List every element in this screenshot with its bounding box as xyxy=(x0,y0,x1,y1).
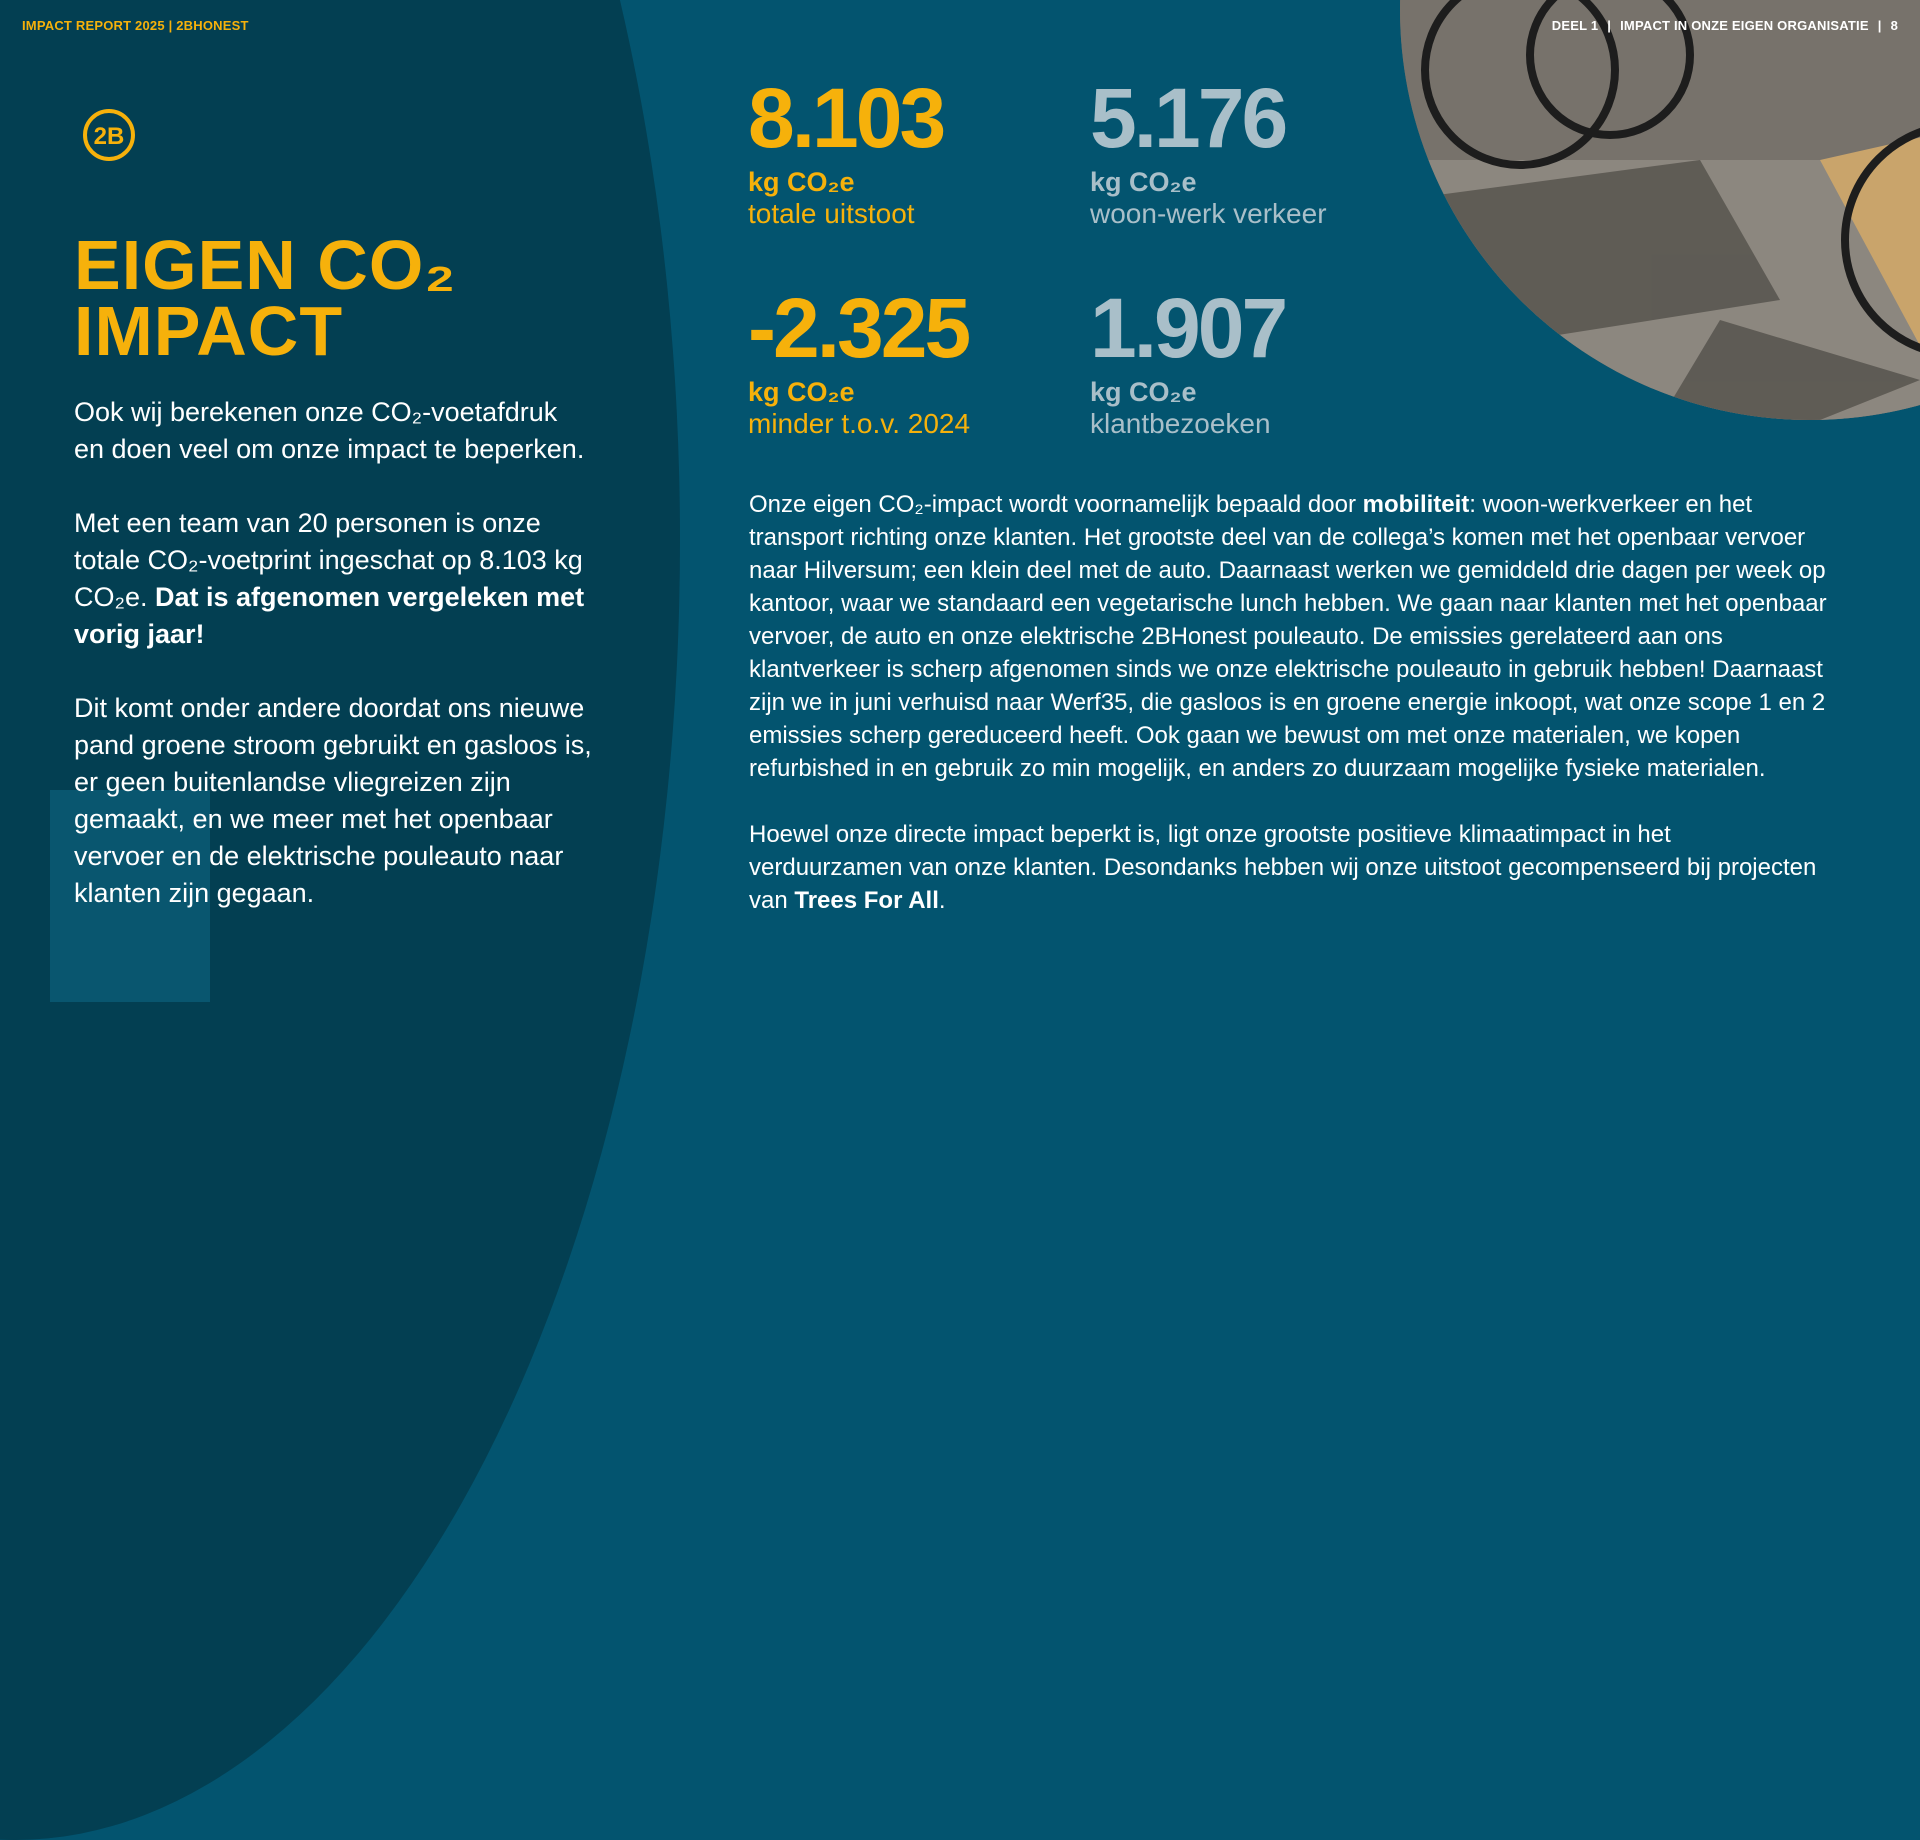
body-paragraph-1-rest: : woon-werkverkeer en het transport richting onze klanten. Het grootste deel van de collega’s komen met het openbaar vervoer naar Hilversum; een klein deel met de auto. Daarnaast werken we gemiddeld drie dagen per week op kantoor, waar we standaard een vegetarische lunch hebben. We gaan naar klanten met het openbaar vervoer, de auto en onze elektrische 2BHonest pouleauto. De emissies gerelateerd aan ons klantverkeer is scherp afgenomen sinds we onze elektrische pouleauto in gebruik hebben! Daarnaast zijn we in juni verhuisd naar Werf35, die gasloos is en groene energie inkoopt, wat onze scope 1 en 2 emissies scherp gereduceerd heeft. Ook gaan we bewust om met onze materialen, we kopen refurbished in en gebruik zo min mogelijk, en anders zo duurzaam mogelijke fysieke materialen. xyxy=(749,491,1827,782)
stat-value: 5.176 xyxy=(1090,71,1286,165)
bicycle-photo xyxy=(1400,0,1920,420)
intro-text xyxy=(74,394,594,949)
body-paragraph-1 xyxy=(749,488,1829,785)
logo-glyph: 2B xyxy=(93,123,125,150)
body-paragraph-1-start: Onze eigen CO₂-impact wordt voornamelijk bepaald door xyxy=(749,491,1363,518)
stat-label: totale uitstoot xyxy=(748,198,915,229)
stat-reduction xyxy=(748,281,971,440)
body-paragraph-2-start: Hoewel onze directe impact beperkt is, ligt onze grootste positieve klimaatimpact in het verduurzamen van onze klanten. Desondanks hebben wij onze uitstoot gecompenseerd bij projecten van xyxy=(749,821,1817,914)
stat-unit: kg CO₂e xyxy=(1090,167,1197,197)
stat-client-visits xyxy=(1090,281,1286,440)
intro-paragraph-3: Dit komt onder andere doordat ons nieuwe pand groene stroom gebruikt en gasloos is, er geen buitenlandse vliegreizen zijn gemaakt, en we meer met het openbaar vervoer en de elektrische pouleauto naar klanten zijn gegaan. xyxy=(74,693,592,908)
breadcrumb-separator: | xyxy=(1607,18,1612,33)
breadcrumb-chapter: IMPACT IN ONZE EIGEN ORGANISATIE xyxy=(1620,18,1869,33)
title-line-1: EIGEN CO₂ xyxy=(74,226,457,304)
breadcrumb-section: DEEL 1 xyxy=(1551,18,1599,33)
title-line-2: IMPACT xyxy=(74,292,344,370)
breadcrumb-separator: | xyxy=(1877,18,1882,33)
stat-value: 8.103 xyxy=(748,71,944,165)
body-highlight-mobiliteit: mobiliteit xyxy=(1362,491,1470,518)
stat-value: -2.325 xyxy=(748,281,969,375)
stat-label: minder t.o.v. 2024 xyxy=(748,408,971,439)
report-label: IMPACT REPORT 2025 | 2BHONEST xyxy=(22,18,249,33)
brand-logo-icon xyxy=(82,108,136,162)
stat-value: 1.907 xyxy=(1090,281,1286,375)
intro-paragraph-2 xyxy=(74,505,594,653)
body-text xyxy=(749,488,1829,950)
page-number: 8 xyxy=(1890,18,1898,33)
intro-paragraph-2-text: Met een team van 20 personen is onze totale CO₂-voetprint ingeschat op 8.103 kg CO₂e. xyxy=(74,508,583,612)
body-paragraph-2-end: . xyxy=(938,887,946,914)
intro-paragraph-1: Ook wij berekenen onze CO₂-voetafdruk en doen veel om onze impact te beperken. xyxy=(74,397,585,464)
breadcrumb xyxy=(1552,18,1898,33)
stat-unit: kg CO₂e xyxy=(1090,377,1197,407)
stat-label: woon-werk verkeer xyxy=(1090,198,1327,229)
stat-total-emissions xyxy=(748,71,944,230)
body-highlight-trees-for-all: Trees For All xyxy=(794,887,939,914)
stat-unit: kg CO₂e xyxy=(748,377,855,407)
stat-label: klantbezoeken xyxy=(1090,408,1271,439)
intro-paragraph-2-highlight: Dat is afgenomen vergeleken met vorig jaar! xyxy=(74,582,585,649)
page-title xyxy=(74,226,457,370)
body-paragraph-2 xyxy=(749,818,1829,917)
stat-unit: kg CO₂e xyxy=(748,167,855,197)
stat-commute xyxy=(1090,71,1327,230)
